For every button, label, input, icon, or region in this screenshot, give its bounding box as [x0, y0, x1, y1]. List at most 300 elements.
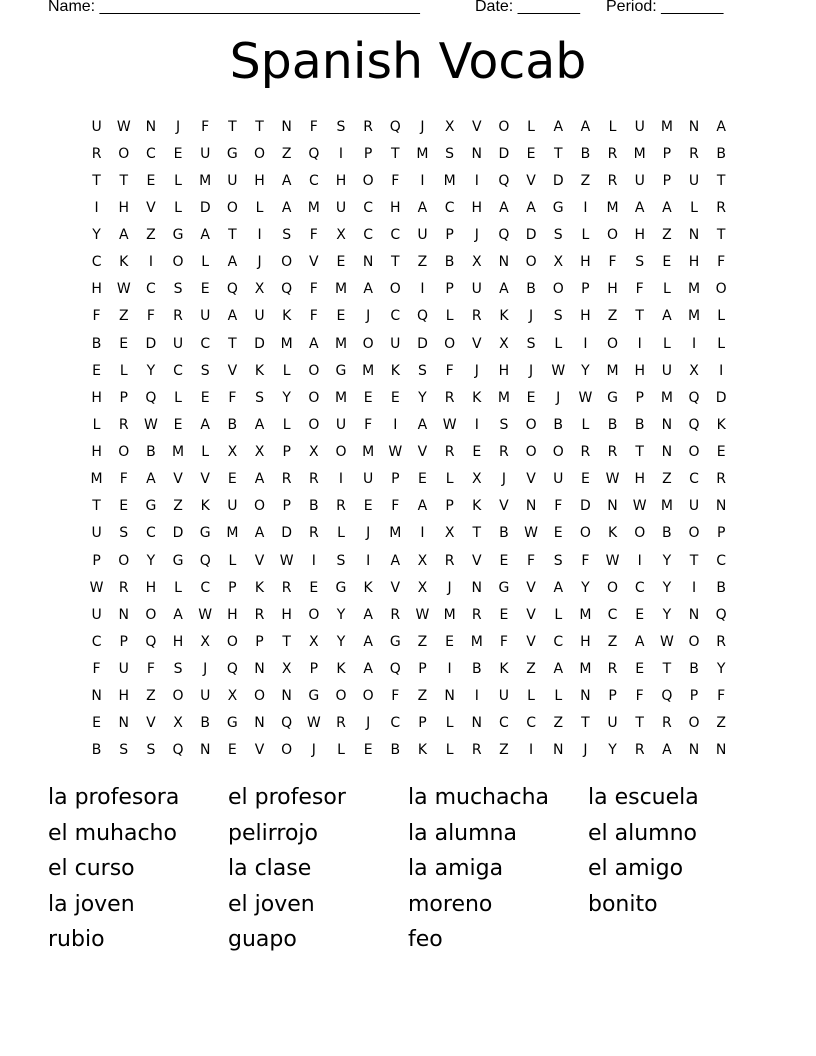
grid-letter[interactable]: L [174, 172, 182, 189]
grid-letter[interactable]: L [662, 281, 671, 298]
grid-letter[interactable]: X [309, 633, 319, 650]
grid-letter[interactable]: P [608, 688, 617, 705]
grid-letter[interactable]: Y [282, 389, 291, 406]
grid-letter[interactable]: M [362, 362, 375, 379]
grid-letter[interactable]: N [199, 742, 211, 759]
grid-letter[interactable]: E [418, 471, 427, 488]
grid-letter[interactable]: F [554, 498, 563, 515]
grid-letter[interactable]: R [716, 633, 727, 650]
grid-letter[interactable]: I [257, 227, 262, 244]
grid-letter[interactable]: Y [662, 552, 672, 569]
grid-letter[interactable]: A [309, 335, 319, 352]
grid-letter[interactable]: F [201, 118, 210, 135]
grid-letter[interactable]: S [418, 362, 427, 379]
grid-letter[interactable]: P [255, 633, 264, 650]
grid-letter[interactable]: E [227, 471, 237, 488]
grid-letter[interactable]: E [200, 389, 210, 406]
grid-letter[interactable]: E [336, 308, 346, 325]
grid-letter[interactable]: U [390, 335, 401, 352]
grid-letter[interactable]: A [363, 281, 373, 298]
grid-letter[interactable]: P [363, 145, 373, 162]
grid-letter[interactable]: W [578, 389, 593, 406]
grid-letter[interactable]: R [499, 444, 509, 461]
grid-letter[interactable]: N [118, 715, 129, 732]
grid-letter[interactable]: M [579, 661, 592, 678]
grid-letter[interactable]: C [390, 715, 401, 732]
grid-letter[interactable]: O [552, 444, 564, 461]
grid-letter[interactable]: F [581, 552, 590, 569]
grid-letter[interactable]: R [390, 606, 401, 623]
grid-letter[interactable]: N [607, 498, 618, 515]
grid-letter[interactable]: T [228, 227, 237, 244]
grid-letter[interactable]: O [145, 606, 157, 623]
grid-letter[interactable]: W [306, 715, 321, 732]
grid-letter[interactable]: I [393, 416, 398, 433]
grid-letter[interactable]: J [203, 661, 208, 678]
grid-letter[interactable]: O [607, 335, 619, 352]
grid-letter[interactable]: M [497, 389, 510, 406]
grid-letter[interactable]: H [390, 199, 401, 216]
grid-letter[interactable]: H [91, 389, 102, 406]
grid-letter[interactable]: U [91, 118, 102, 135]
grid-letter[interactable]: P [662, 145, 672, 162]
grid-letter[interactable]: J [420, 118, 425, 135]
grid-letter[interactable]: X [336, 227, 346, 244]
grid-letter[interactable]: H [498, 362, 510, 379]
grid-letter[interactable]: T [581, 715, 590, 732]
grid-letter[interactable]: Q [389, 661, 401, 678]
grid-letter[interactable]: S [635, 254, 645, 271]
grid-letter[interactable]: O [335, 688, 347, 705]
grid-letter[interactable]: L [174, 389, 182, 406]
grid-letter[interactable]: I [637, 335, 642, 352]
grid-letter[interactable]: A [390, 552, 401, 569]
grid-letter[interactable]: S [553, 227, 563, 244]
grid-letter[interactable]: L [554, 606, 563, 623]
grid-letter[interactable]: C [91, 254, 102, 271]
grid-letter[interactable]: U [553, 471, 564, 488]
grid-letter[interactable]: M [660, 118, 673, 135]
grid-letter[interactable]: N [661, 444, 673, 461]
grid-letter[interactable]: Q [661, 688, 673, 705]
grid-letter[interactable]: W [143, 416, 158, 433]
grid-letter[interactable]: M [334, 335, 348, 352]
grid-letter[interactable]: W [659, 633, 674, 650]
grid-letter[interactable]: O [118, 552, 130, 569]
grid-letter[interactable]: J [175, 118, 181, 135]
grid-letter[interactable]: K [282, 308, 292, 325]
grid-letter[interactable]: U [688, 498, 700, 515]
grid-letter[interactable]: A [281, 172, 292, 189]
grid-letter[interactable]: B [91, 335, 102, 352]
grid-letter[interactable]: O [254, 498, 266, 515]
grid-letter[interactable]: F [635, 281, 644, 298]
grid-letter[interactable]: Y [336, 633, 346, 650]
grid-letter[interactable]: F [391, 498, 400, 515]
grid-letter[interactable]: L [337, 525, 345, 542]
grid-letter[interactable]: O [444, 335, 456, 352]
grid-letter[interactable]: M [443, 172, 456, 189]
grid-letter[interactable]: U [227, 172, 238, 189]
period-field-label[interactable]: Period: _______ [606, 0, 724, 15]
grid-letter[interactable]: N [471, 145, 482, 162]
grid-letter[interactable]: X [471, 471, 482, 488]
grid-letter[interactable]: M [660, 498, 673, 515]
grid-letter[interactable]: I [474, 688, 479, 705]
grid-letter[interactable]: M [416, 145, 429, 162]
grid-letter[interactable]: V [471, 335, 482, 352]
grid-letter[interactable]: E [526, 389, 536, 406]
grid-letter[interactable]: Y [92, 227, 101, 244]
grid-letter[interactable]: V [254, 552, 265, 569]
grid-letter[interactable]: R [308, 471, 319, 488]
grid-letter[interactable]: C [146, 145, 156, 162]
grid-letter[interactable]: D [552, 172, 564, 189]
grid-letter[interactable]: P [662, 172, 672, 189]
grid-letter[interactable]: P [445, 498, 454, 515]
grid-letter[interactable]: U [91, 606, 102, 623]
grid-letter[interactable]: E [553, 525, 563, 542]
grid-letter[interactable]: R [336, 498, 346, 515]
grid-letter[interactable]: E [445, 633, 455, 650]
grid-letter[interactable]: I [311, 552, 316, 569]
grid-letter[interactable]: N [715, 742, 727, 759]
grid-letter[interactable]: W [388, 444, 403, 461]
grid-letter[interactable]: U [335, 199, 347, 216]
grid-letter[interactable]: M [389, 525, 402, 542]
grid-letter[interactable]: T [282, 633, 291, 650]
grid-letter[interactable]: V [390, 579, 401, 596]
grid-letter[interactable]: Q [715, 606, 727, 623]
grid-letter[interactable]: M [687, 281, 701, 298]
grid-letter[interactable]: R [689, 145, 699, 162]
grid-letter[interactable]: O [308, 362, 320, 379]
grid-letter[interactable]: I [447, 661, 452, 678]
grid-letter[interactable]: H [91, 444, 102, 461]
grid-letter[interactable]: K [499, 308, 509, 325]
grid-letter[interactable]: A [173, 606, 183, 623]
grid-letter[interactable]: F [717, 254, 726, 271]
grid-letter[interactable]: G [498, 579, 510, 596]
grid-letter[interactable]: U [634, 172, 645, 189]
grid-letter[interactable]: O [335, 444, 347, 461]
grid-letter[interactable]: S [119, 525, 129, 542]
grid-letter[interactable]: A [363, 633, 373, 650]
grid-letter[interactable]: B [471, 661, 482, 678]
grid-letter[interactable]: M [334, 281, 348, 298]
grid-letter[interactable]: W [89, 579, 104, 596]
grid-letter[interactable]: R [607, 145, 618, 162]
grid-letter[interactable]: J [529, 308, 534, 325]
grid-letter[interactable]: W [632, 498, 647, 515]
grid-letter[interactable]: C [689, 471, 699, 488]
grid-letter[interactable]: D [498, 145, 510, 162]
grid-letter[interactable]: P [716, 525, 726, 542]
grid-letter[interactable]: H [580, 633, 591, 650]
grid-letter[interactable]: L [228, 552, 237, 569]
grid-letter[interactable]: R [716, 199, 727, 216]
grid-letter[interactable]: V [254, 742, 265, 759]
grid-letter[interactable]: A [662, 308, 672, 325]
grid-letter[interactable]: N [281, 118, 292, 135]
grid-letter[interactable]: V [146, 715, 156, 732]
grid-letter[interactable]: Q [145, 633, 157, 650]
grid-letter[interactable]: Y [418, 389, 427, 406]
grid-letter[interactable]: N [498, 254, 510, 271]
grid-letter[interactable]: J [474, 227, 479, 244]
grid-letter[interactable]: O [607, 227, 619, 244]
grid-letter[interactable]: L [337, 742, 345, 759]
grid-letter[interactable]: I [148, 254, 153, 271]
grid-letter[interactable]: M [470, 633, 483, 650]
grid-letter[interactable]: W [442, 416, 457, 433]
grid-letter[interactable]: C [363, 199, 374, 216]
grid-letter[interactable]: E [635, 606, 645, 623]
grid-letter[interactable]: J [529, 362, 534, 379]
grid-letter[interactable]: Z [417, 688, 428, 705]
grid-letter[interactable]: D [525, 227, 537, 244]
grid-letter[interactable]: E [390, 389, 400, 406]
grid-letter[interactable]: H [580, 308, 591, 325]
grid-letter[interactable]: H [145, 579, 157, 596]
grid-letter[interactable]: C [146, 281, 156, 298]
grid-letter[interactable]: A [499, 281, 509, 298]
grid-letter[interactable]: T [255, 118, 264, 135]
grid-letter[interactable]: F [92, 661, 101, 678]
grid-letter[interactable]: X [417, 552, 428, 569]
grid-letter[interactable]: U [634, 118, 645, 135]
grid-letter[interactable]: F [309, 227, 318, 244]
grid-letter[interactable]: E [363, 498, 373, 515]
grid-letter[interactable]: Y [146, 362, 156, 379]
grid-letter[interactable]: S [336, 118, 346, 135]
grid-letter[interactable]: B [716, 579, 726, 596]
grid-letter[interactable]: C [390, 308, 401, 325]
grid-letter[interactable]: F [309, 308, 318, 325]
grid-letter[interactable]: P [309, 661, 319, 678]
grid-letter[interactable]: R [281, 471, 292, 488]
grid-letter[interactable]: K [716, 416, 726, 433]
grid-letter[interactable]: A [634, 199, 645, 216]
grid-letter[interactable]: E [336, 254, 346, 271]
grid-letter[interactable]: E [363, 742, 373, 759]
grid-letter[interactable]: N [254, 661, 265, 678]
grid-letter[interactable]: L [581, 416, 590, 433]
grid-letter[interactable]: T [92, 172, 101, 189]
grid-letter[interactable]: S [282, 227, 292, 244]
grid-letter[interactable]: C [607, 606, 618, 623]
grid-letter[interactable]: O [308, 389, 320, 406]
grid-letter[interactable]: N [444, 688, 455, 705]
grid-letter[interactable]: T [391, 145, 400, 162]
grid-letter[interactable]: H [688, 254, 700, 271]
grid-letter[interactable]: A [417, 498, 428, 515]
grid-letter[interactable]: S [526, 335, 536, 352]
grid-letter[interactable]: L [445, 308, 454, 325]
grid-letter[interactable]: U [200, 688, 211, 705]
grid-letter[interactable]: W [605, 471, 620, 488]
grid-letter[interactable]: E [146, 172, 156, 189]
grid-letter[interactable]: A [634, 633, 645, 650]
grid-letter[interactable]: P [119, 389, 128, 406]
grid-letter[interactable]: H [607, 281, 618, 298]
grid-letter[interactable]: O [362, 172, 374, 189]
grid-letter[interactable]: D [281, 525, 293, 542]
grid-letter[interactable]: L [445, 742, 454, 759]
grid-letter[interactable]: E [92, 715, 101, 732]
grid-letter[interactable]: X [254, 281, 265, 298]
grid-letter[interactable]: K [254, 362, 265, 379]
grid-letter[interactable]: Y [581, 579, 590, 596]
grid-letter[interactable]: E [580, 471, 590, 488]
grid-letter[interactable]: Q [688, 389, 700, 406]
grid-letter[interactable]: T [119, 172, 129, 189]
grid-letter[interactable]: Q [281, 281, 293, 298]
grid-letter[interactable]: F [635, 688, 644, 705]
grid-letter[interactable]: I [529, 742, 534, 759]
grid-letter[interactable]: N [552, 742, 564, 759]
grid-letter[interactable]: E [472, 444, 482, 461]
grid-letter[interactable]: A [553, 579, 564, 596]
grid-letter[interactable]: A [662, 199, 672, 216]
grid-letter[interactable]: N [580, 688, 591, 705]
grid-letter[interactable]: K [200, 498, 210, 515]
grid-letter[interactable]: I [583, 335, 588, 352]
grid-letter[interactable]: S [146, 742, 156, 759]
grid-letter[interactable]: D [417, 335, 428, 352]
grid-letter[interactable]: R [607, 444, 618, 461]
grid-letter[interactable]: H [580, 254, 591, 271]
grid-letter[interactable]: H [634, 362, 645, 379]
grid-letter[interactable]: Z [526, 661, 536, 678]
grid-letter[interactable]: P [92, 552, 101, 569]
grid-letter[interactable]: N [688, 118, 700, 135]
grid-letter[interactable]: K [119, 254, 129, 271]
grid-letter[interactable]: U [471, 281, 482, 298]
grid-letter[interactable]: R [471, 606, 482, 623]
grid-letter[interactable]: E [716, 444, 726, 461]
grid-letter[interactable]: T [635, 444, 644, 461]
grid-letter[interactable]: F [92, 308, 101, 325]
grid-letter[interactable]: C [716, 552, 727, 569]
grid-letter[interactable]: E [173, 416, 183, 433]
grid-letter[interactable]: A [118, 227, 129, 244]
grid-letter[interactable]: S [499, 416, 509, 433]
grid-letter[interactable]: R [363, 118, 373, 135]
grid-letter[interactable]: L [119, 362, 128, 379]
grid-letter[interactable]: X [499, 335, 509, 352]
grid-letter[interactable]: Z [716, 715, 726, 732]
grid-letter[interactable]: M [226, 525, 239, 542]
grid-letter[interactable]: K [472, 498, 482, 515]
grid-letter[interactable]: Y [336, 606, 346, 623]
grid-letter[interactable]: O [552, 281, 564, 298]
grid-letter[interactable]: E [363, 389, 373, 406]
grid-letter[interactable]: V [526, 579, 536, 596]
grid-letter[interactable]: E [92, 362, 101, 379]
grid-letter[interactable]: L [255, 199, 264, 216]
grid-letter[interactable]: V [526, 633, 536, 650]
grid-letter[interactable]: L [662, 335, 671, 352]
grid-letter[interactable]: D [254, 335, 265, 352]
grid-letter[interactable]: R [91, 145, 102, 162]
grid-letter[interactable]: P [445, 281, 454, 298]
grid-letter[interactable]: F [499, 633, 508, 650]
grid-letter[interactable]: T [391, 254, 400, 271]
grid-letter[interactable]: J [501, 471, 506, 488]
grid-letter[interactable]: J [583, 742, 588, 759]
grid-letter[interactable]: P [228, 579, 237, 596]
grid-letter[interactable]: G [389, 633, 401, 650]
grid-letter[interactable]: N [688, 742, 700, 759]
grid-letter[interactable]: O [389, 281, 401, 298]
grid-letter[interactable]: U [498, 688, 510, 705]
grid-letter[interactable]: X [173, 715, 183, 732]
grid-letter[interactable]: A [281, 199, 292, 216]
grid-letter[interactable]: V [526, 172, 536, 189]
grid-letter[interactable]: J [474, 362, 479, 379]
grid-letter[interactable]: I [637, 552, 642, 569]
grid-letter[interactable]: F [717, 688, 726, 705]
grid-letter[interactable]: R [580, 444, 591, 461]
grid-letter[interactable]: G [308, 688, 320, 705]
grid-letter[interactable]: M [362, 444, 375, 461]
grid-letter[interactable]: L [690, 199, 698, 216]
grid-letter[interactable]: U [200, 145, 211, 162]
grid-letter[interactable]: F [527, 552, 536, 569]
grid-letter[interactable]: E [635, 661, 645, 678]
grid-letter[interactable]: Q [688, 416, 700, 433]
grid-letter[interactable]: B [689, 661, 699, 678]
grid-letter[interactable]: B [580, 145, 591, 162]
grid-letter[interactable]: H [118, 199, 129, 216]
grid-letter[interactable]: Z [662, 227, 672, 244]
grid-letter[interactable]: T [92, 498, 101, 515]
grid-letter[interactable]: Q [281, 715, 293, 732]
grid-letter[interactable]: U [417, 227, 428, 244]
grid-letter[interactable]: X [254, 444, 265, 461]
grid-letter[interactable]: U [688, 172, 700, 189]
grid-letter[interactable]: O [281, 742, 293, 759]
grid-letter[interactable]: Q [172, 742, 184, 759]
grid-letter[interactable]: T [472, 525, 482, 542]
grid-letter[interactable]: R [471, 308, 482, 325]
grid-letter[interactable]: L [201, 444, 210, 461]
grid-letter[interactable]: E [119, 498, 129, 515]
grid-letter[interactable]: K [607, 525, 618, 542]
grid-letter[interactable]: E [662, 254, 672, 271]
grid-letter[interactable]: M [90, 471, 103, 488]
grid-letter[interactable]: E [200, 281, 210, 298]
grid-letter[interactable]: L [608, 118, 617, 135]
grid-letter[interactable]: C [363, 227, 374, 244]
grid-letter[interactable]: M [633, 145, 646, 162]
grid-letter[interactable]: X [227, 688, 238, 705]
grid-letter[interactable]: M [687, 308, 701, 325]
grid-letter[interactable]: Q [498, 172, 510, 189]
grid-letter[interactable]: O [226, 199, 238, 216]
grid-letter[interactable]: F [309, 281, 318, 298]
grid-letter[interactable]: Z [662, 471, 672, 488]
grid-letter[interactable]: Z [118, 308, 129, 325]
grid-letter[interactable]: K [336, 661, 346, 678]
grid-letter[interactable]: V [309, 254, 319, 271]
grid-letter[interactable]: E [499, 552, 509, 569]
grid-letter[interactable]: H [471, 199, 483, 216]
grid-letter[interactable]: O [525, 444, 537, 461]
grid-letter[interactable]: Z [553, 715, 564, 732]
grid-letter[interactable]: Z [146, 227, 156, 244]
